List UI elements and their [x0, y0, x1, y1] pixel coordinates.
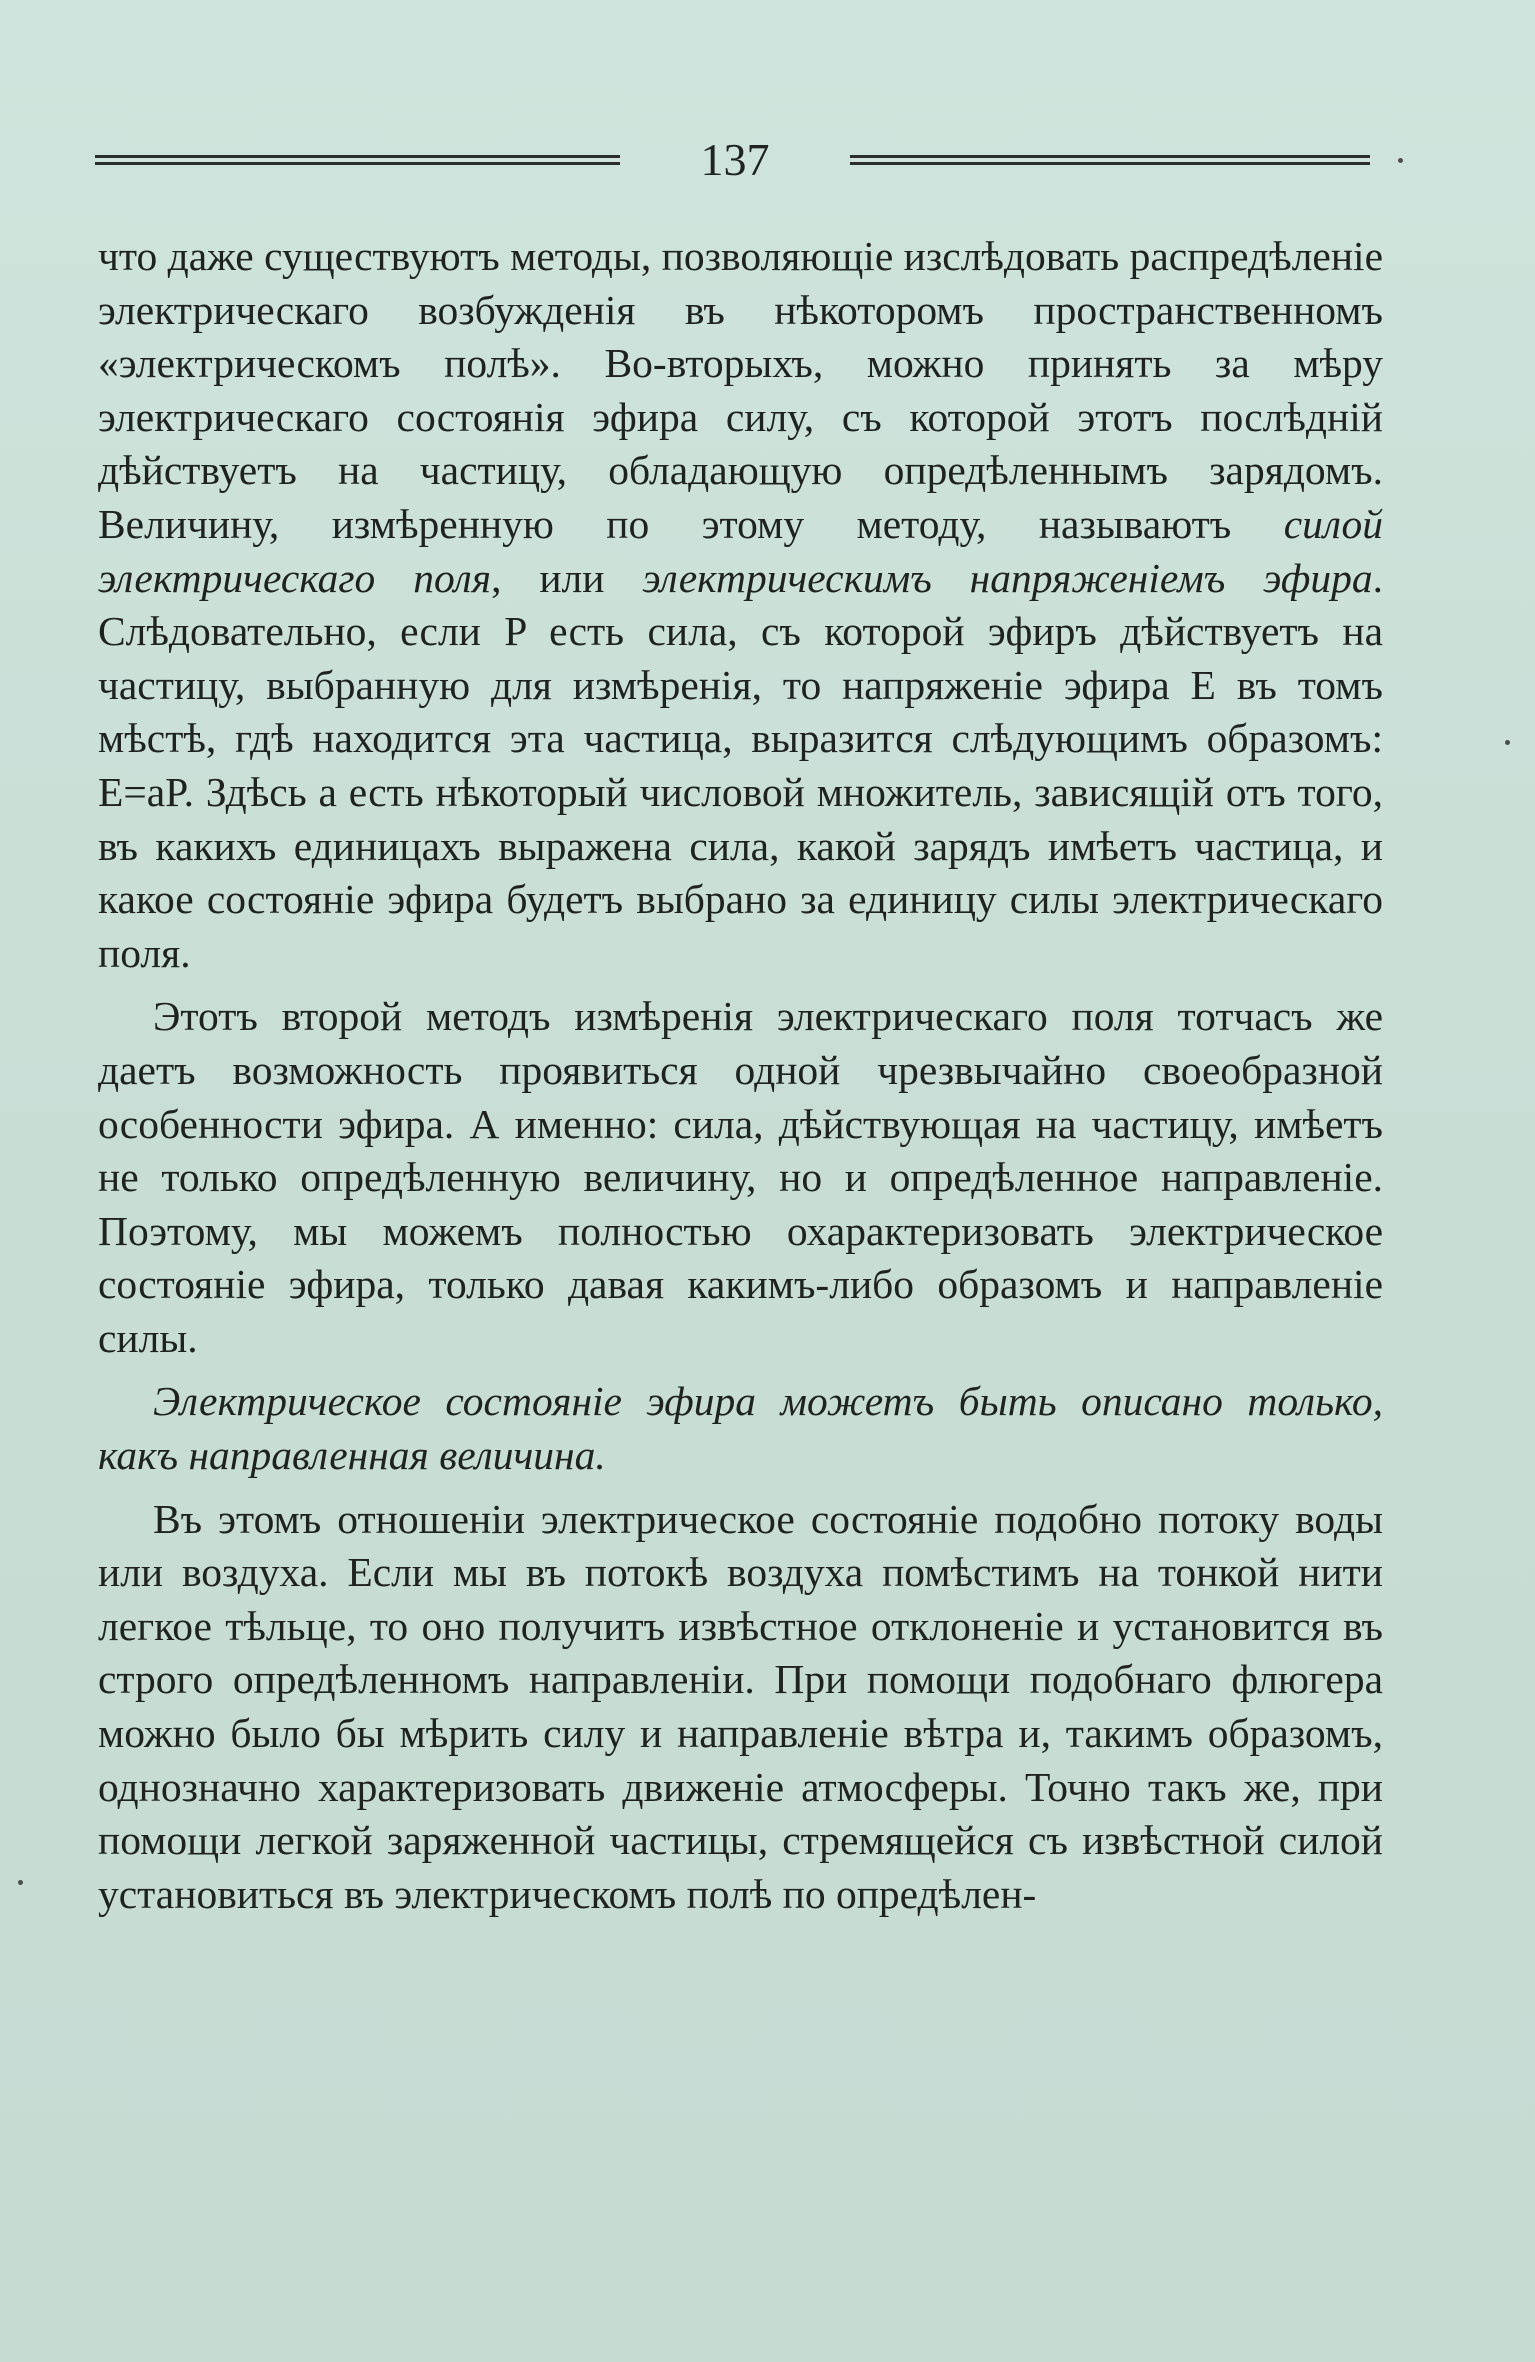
- speck: [1398, 158, 1403, 163]
- paragraph-continued: [98, 230, 1383, 980]
- italic-thesis: Электрическое состояніе эфира можетъ быть описано только, какъ направленная величина.: [98, 1378, 1383, 1479]
- header-rule-left: [95, 155, 620, 165]
- italic-term: силой электрическаго поля: [98, 500, 1383, 601]
- italic-term: электрическимъ напряженіемъ эфира: [642, 554, 1373, 601]
- paragraph-text: что даже существуютъ методы, позволяющіе изслѣдовать распредѣленіе электрическаго возбужденія въ нѣкоторомъ пространственномъ «электрическомъ полѣ». Во-вторыхъ, можно принять за мѣру электрическаго состоянія эфира силу, съ которой этотъ послѣдній дѣйствуетъ на частицу, обладающую опредѣленнымъ зарядомъ. Величину, измѣренную по этому методу, называютъ: [98, 233, 1383, 547]
- paragraph-text: , или: [491, 554, 643, 601]
- page-number: 137: [700, 134, 770, 185]
- speck: [1505, 740, 1510, 745]
- page-body: [98, 230, 1383, 1931]
- paragraph-text: . Слѣдовательно, если P есть сила, съ которой эфиръ дѣйствуетъ на частицу, выбранную для измѣренія, то напряженіе эфира E въ томъ мѣстѣ, гдѣ находится эта частица, выразится слѣдующимъ образомъ: E=aP. Здѣсь a есть нѣкоторый числовой множитель, зависящій отъ того, въ какихъ единицахъ выражена сила, какой зарядъ имѣетъ частица, и какое состояніе эфира будетъ выбрано за единицу силы электрическаго поля.: [98, 554, 1383, 976]
- page-header: [95, 125, 1370, 195]
- speck: [18, 1880, 23, 1885]
- paragraph: Въ этомъ отношеніи электрическое состояніе подобно потоку воды или воздуха. Если мы въ потокѣ воздуха помѣстимъ на тонкой нити легкое тѣльце, то оно получитъ извѣстное отклоненіе и установится въ строго опредѣленномъ направленіи. При помощи подобнаго флюгера можно было бы мѣрить силу и направленіе вѣтра и, такимъ образомъ, однозначно характеризовать движеніе атмосферы. Точно такъ же, при помощи легкой заряженной частицы, стремящейся съ извѣстной силой установиться въ электрическомъ полѣ по опредѣлен-: [98, 1495, 1383, 1917]
- paragraph: Этотъ второй методъ измѣренія электрическаго поля тотчасъ же даетъ возможность проявиться одной чрезвычайно своеобразной особенности эфира. А именно: сила, дѣйствующая на частицу, имѣетъ не только опредѣленную величину, но и опредѣленное направленіе. Поэтому, мы можемъ полностью охарактеризовать электрическое состояніе эфира, только давая какимъ-либо образомъ и направленіе силы.: [98, 993, 1383, 1361]
- header-rule-right: [850, 155, 1370, 165]
